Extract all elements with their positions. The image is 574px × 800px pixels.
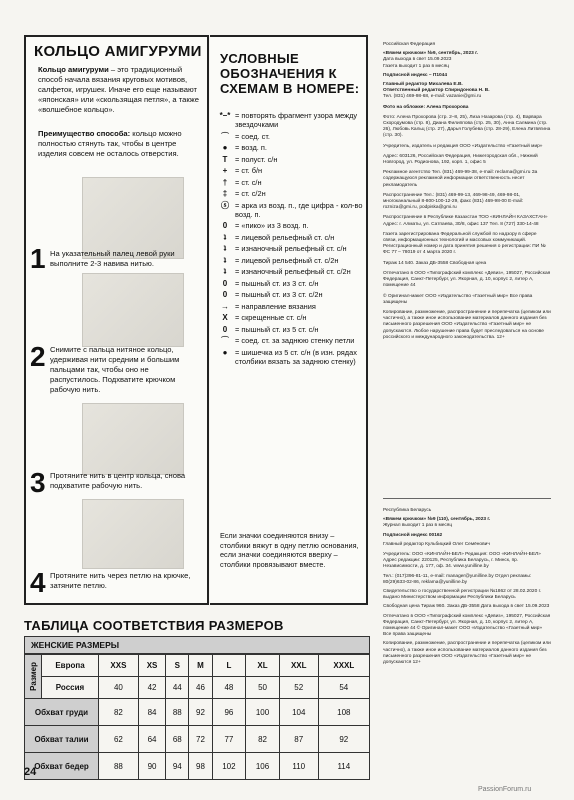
size-table-title: ТАБЛИЦА СООТВЕТСТВИЯ РАЗМЕРОВ xyxy=(24,618,284,633)
legend-text: = соед. ст. за заднюю стенку петли xyxy=(235,336,355,345)
size-cell: XXS xyxy=(99,655,139,677)
legend-symbol-icon: ● xyxy=(222,143,228,152)
watermark: PassionForum.ru xyxy=(478,786,532,793)
legend-symbol-icon: ʇ xyxy=(223,255,227,265)
size-cell: S xyxy=(166,655,189,677)
legend-item xyxy=(218,313,364,322)
legend-symbol-icon: ‡ xyxy=(222,189,228,198)
size-cell: 87 xyxy=(279,726,318,753)
amigurumi-ring-box xyxy=(24,35,209,605)
legend-text: = соед. ст. xyxy=(235,131,270,141)
step-2-photo xyxy=(82,273,184,347)
legend-text: = ст. с/2н xyxy=(235,189,266,198)
size-cell: 110 xyxy=(279,753,318,780)
size-russia-label: Россия xyxy=(42,677,99,699)
legend-text: = изнаночный рельефный ст. с/2н xyxy=(235,267,351,276)
legend-symbol-icon: T xyxy=(222,154,228,164)
size-cell: XS xyxy=(138,655,165,677)
step-3-number: 3 xyxy=(30,467,46,498)
legend-item xyxy=(218,111,364,129)
legend-text: = повторять фрагмент узора между звездочками xyxy=(235,111,358,129)
measurement-label: Обхват бедер xyxy=(25,753,99,780)
size-row-measurement xyxy=(25,699,370,726)
size-cell: 98 xyxy=(189,753,212,780)
legend-item xyxy=(218,166,364,175)
size-cell: 46 xyxy=(189,677,212,699)
size-cell: 82 xyxy=(99,699,139,726)
size-cell: 44 xyxy=(166,677,189,699)
legend-item xyxy=(218,178,364,187)
legend-text: = ст. б/н xyxy=(235,166,263,175)
legend-text: = пышный ст. из 5 ст. с/н xyxy=(235,324,319,334)
page-number: 24 xyxy=(24,766,37,778)
size-cell: 84 xyxy=(138,699,165,726)
size-cell: 72 xyxy=(189,726,212,753)
legend-symbol-icon: ʇ xyxy=(223,267,227,276)
size-cell: 102 xyxy=(212,753,246,780)
size-cell: 88 xyxy=(99,753,139,780)
step-3-photo xyxy=(82,403,184,475)
size-cell: 90 xyxy=(138,753,165,780)
size-row-measurement xyxy=(25,726,370,753)
size-cell: 104 xyxy=(279,699,318,726)
legend-item xyxy=(218,302,364,311)
size-cell: 62 xyxy=(99,726,139,753)
legend-text: = лицевой рельефный ст. с/н xyxy=(235,232,335,242)
legend-symbol-icon: ● xyxy=(222,347,228,357)
legend-box xyxy=(210,35,368,605)
ring-advantage: Преимущество способа: кольцо можно полностью стянуть так, чтобы в центре изделия совсем не осталось отверстия. xyxy=(38,129,182,158)
size-cell: 64 xyxy=(138,726,165,753)
legend-symbol-icon: 0 xyxy=(222,221,228,230)
legend-symbol-icon: ⌒ xyxy=(221,131,229,141)
size-cell: 52 xyxy=(279,677,318,699)
legend-text: = «пико» из 3 возд. п. xyxy=(235,221,309,230)
legend-item xyxy=(218,279,364,288)
step-3-text: Протяните нить в центр кольца, снова подхватите рабочую нить. xyxy=(50,471,186,490)
size-cell: 77 xyxy=(212,726,246,753)
size-cell: 114 xyxy=(318,753,369,780)
size-cell: 108 xyxy=(318,699,369,726)
legend-symbol-icon: *–* xyxy=(219,111,231,120)
step-2-number: 2 xyxy=(30,341,46,372)
imprint-belarus: Республика Беларусь «Вяжем крючком» №9 (110), сентябрь, 2023 г. Журнал выходит 1 раз в месяц Подписной индекс 00162 Главный редактор Кульбицкий Олег Семёнович Учредитель: ООО «КИНЛАЙН-БЕЛ» Редакция: ООО «КИНЛАЙН-БЕЛ» Адрес редакции: 220125, Республика Беларусь, г. Минск, пр. Независимости, д. 177, оф. 34. www.yunilline.by Тел.: (017)396-81-11, e-mail: manager@yunilline.by Отдел рекламы: 80(29)633-02-86, reklama@yunilline.by Свидетельство о государственной регистрации №1862 от 28.02.2020 г. выдано Министерством информации Республики Беларусь Свободная цена Тираж 960. Заказ ДБ-3558 Дата выхода в свет 15.09.2023 Отпечатано в ООО «Типографский комплекс «Девиз», 195027, Российская Федерация, Санкт-Петербург, ул. Якорная, д. 10, корпус 2, литер А, помещение 44 © Оригинал-макет ООО «Издательство «Газетный мир» Все права защищены Копирование, размножение, распространение и перепечатка (целиком или частично), а также иное использование материалов данного издания без письменного разрешения ООО «Издательство «Газетный мир» не допускаются 12+ xyxy=(383,508,551,666)
size-cell: XXXL xyxy=(318,655,369,677)
legend-symbol-icon: + xyxy=(222,166,228,175)
legend-symbol-icon: ʇ xyxy=(223,232,227,242)
imprint-divider xyxy=(383,498,551,499)
size-cell: XL xyxy=(246,655,280,677)
size-label: Размер xyxy=(28,662,38,691)
size-cell: 48 xyxy=(212,677,246,699)
legend-symbol-icon: 0 xyxy=(222,290,228,299)
legend-text: = полуст. с/н xyxy=(235,154,278,164)
legend-item xyxy=(218,348,364,366)
legend-symbol-icon: ⌒ xyxy=(221,336,229,345)
measurement-label: Обхват талии xyxy=(25,726,99,753)
legend-item xyxy=(218,325,364,334)
size-table xyxy=(24,654,370,780)
legend-list xyxy=(218,111,364,368)
step-4-text: Протяните нить через петлю на крючке, затяните петлю. xyxy=(50,571,191,590)
size-cell: 54 xyxy=(318,677,369,699)
size-cell: 96 xyxy=(212,699,246,726)
size-cell: XXL xyxy=(279,655,318,677)
legend-symbol-icon: 0 xyxy=(222,278,228,288)
imprint-russia: Российская Федерация «Вяжем крючком» №9, сентябрь, 2023 г. Дата выхода в свет 15.09.2023 Газета выходит 1 раз в месяц Подписной индекс – П1044 Главный редактор Михалева Е.В. Ответственный редактор Спиридонова Н. В. Тел. (831) 469-98-68, e-mail: vazanie@gmi.ru Фото на обложке: Алена Прохорова Фото: Алена Прохорова (стр. 2–8, 25), Лиза Назарова (стр. 4), Варвара Скородумова (стр. 8), Диана Филиппова (стр. 25, 30), Анна Салмина (стр. 26), Любовь Кальц (стр. 27), Дарья Голубева (стр. 28-29), Елена Литвягина (стр. 30). Учредитель, издатель и редакция ООО «Издательство «Газетный мир» Адрес: 603126, Российская Федерация, Нижегородская обл., Нижний Новгород, ул. Родионова, 192, корп. 1, офис 5 Рекламное агентство Тел. (831) 469-99-38, e-mail: reclama@gmi.ru За содержащуюся рекламной информации ответственность несет рекламодатель Распространение Тел.: (831) 469-99-13, 469-98-49, 469-98-01, многоканальный 8-800-100-12-29, факс (831) 469-98-00 E-mail: rozniza@gmi.ru, podpiska@gmi.ru Распространение в Республике Казахстан ТОО «КИНЛАЙН КАЗАХСТАН» Адрес: г. Алматы, ул. Сатпаева, 30/8, офис 137 Тел. 8 (727) 330-14-48 Газета зарегистрирована Федеральной службой по надзору в сфере связи, информационных технологий и массовых коммуникаций. Регистрационный номер и дата принятия решения о регистрации: ПИ № ФС 77 – 78019 от 4 марта 2020 г. Тираж 14 540. Заказ ДБ-3558 Свободная цена Отпечатано в ООО «Типографский комплекс «Девиз», 195027, Российская Федерация, Санкт-Петербург, ул. Якорная, д. 10, корпус 2, литер А, помещение 44 © Оригинал-макет ООО «Издательство «Газетный мир» Все права защищены Копирование, размножение, распространение и перепечатка (целиком или частично), а также иное использование материалов данного издания без письменного разрешения ООО «Издательство «Газетный мир» не допускаются. Любое нарушение права будет преследоваться на основе российского и международного законодательства. 12+ xyxy=(383,42,551,340)
measurement-label: Обхват груди xyxy=(25,699,99,726)
legend-symbol-icon: X xyxy=(222,313,228,322)
size-cell: 94 xyxy=(166,753,189,780)
step-1-photo xyxy=(82,177,184,259)
legend-item xyxy=(218,267,364,276)
legend-note: Если значки соединяются внизу – столбики вяжут в одну петлю основания, если значки соединяются вверху – столбики провязывают вместе. xyxy=(220,531,359,569)
size-row-russia xyxy=(25,677,370,699)
legend-symbol-icon: 0 xyxy=(222,324,228,334)
step-4-number: 4 xyxy=(30,567,46,598)
legend-item xyxy=(218,290,364,299)
size-cell: 50 xyxy=(246,677,280,699)
legend-item xyxy=(218,233,364,242)
step-1-text: На указательный палец левой руки выполните 2-3 навива нитью. xyxy=(50,249,175,268)
size-section-header: ЖЕНСКИЕ РАЗМЕРЫ xyxy=(24,636,370,654)
legend-symbol-icon: † xyxy=(222,177,228,187)
legend-text: = возд. п. xyxy=(235,143,267,152)
legend-item xyxy=(218,221,364,230)
ring-intro: Кольцо амигуруми – это традиционный способ начала вязания круговых мотивов, салфеток, игрушек. Иначе его еще называют «японская» или «скользящая петля», а также «волшебное кольцо». xyxy=(38,65,199,114)
size-cell: 40 xyxy=(99,677,139,699)
step-4-photo xyxy=(82,499,184,569)
legend-item xyxy=(218,244,364,253)
legend-symbol-icon: ʇ xyxy=(223,244,227,253)
size-cell: 92 xyxy=(189,699,212,726)
size-cell: 100 xyxy=(246,699,280,726)
legend-text: = изнаночный рельефный ст. с/н xyxy=(235,244,347,253)
size-row-europe xyxy=(25,655,370,677)
legend-symbol-icon: ⓢ xyxy=(221,200,229,210)
size-row-measurement xyxy=(25,753,370,780)
size-cell: 92 xyxy=(318,726,369,753)
size-cell: 68 xyxy=(166,726,189,753)
legend-item xyxy=(218,143,364,152)
size-europe-label: Европа xyxy=(42,655,99,677)
legend-item xyxy=(218,201,364,219)
legend-text: = шишечка из 5 ст. с/н (в изн. рядах столбики вязать за заднюю стенку) xyxy=(235,347,357,366)
legend-text: = лицевой рельефный ст. с/2н xyxy=(235,255,339,265)
legend-text: = скрещенные ст. с/н xyxy=(235,313,307,322)
step-2-text: Снимите с пальца нитяное кольцо, удерживая нити средним и большим пальцами так, чтобы оно не распустилось. Подхватите крючком рабочую нить. xyxy=(50,345,180,394)
legend-item xyxy=(218,132,364,141)
step-1-number: 1 xyxy=(30,243,46,274)
size-cell: M xyxy=(189,655,212,677)
legend-item xyxy=(218,189,364,198)
ring-title: КОЛЬЦО АМИГУРУМИ xyxy=(34,43,202,60)
size-cell: 106 xyxy=(246,753,280,780)
legend-text: = арка из возд. п., где цифра - кол-во возд. п. xyxy=(235,200,363,219)
legend-item xyxy=(218,336,364,345)
legend-text: = направление вязания xyxy=(235,301,316,311)
size-cell: 88 xyxy=(166,699,189,726)
legend-item xyxy=(218,155,364,164)
legend-title: УСЛОВНЫЕ ОБОЗНАЧЕНИЯ К СХЕМАМ В НОМЕРЕ: xyxy=(220,51,360,96)
size-label-cell xyxy=(25,655,42,699)
size-cell: 82 xyxy=(246,726,280,753)
legend-text: = ст. с/н xyxy=(235,177,262,187)
legend-item xyxy=(218,256,364,265)
legend-text: = пышный ст. из 3 ст. с/н xyxy=(235,278,319,288)
size-cell: 42 xyxy=(138,677,165,699)
legend-text: = пышный ст. из 3 ст. с/2н xyxy=(235,290,323,299)
size-cell: L xyxy=(212,655,246,677)
legend-symbol-icon: → xyxy=(221,301,229,311)
